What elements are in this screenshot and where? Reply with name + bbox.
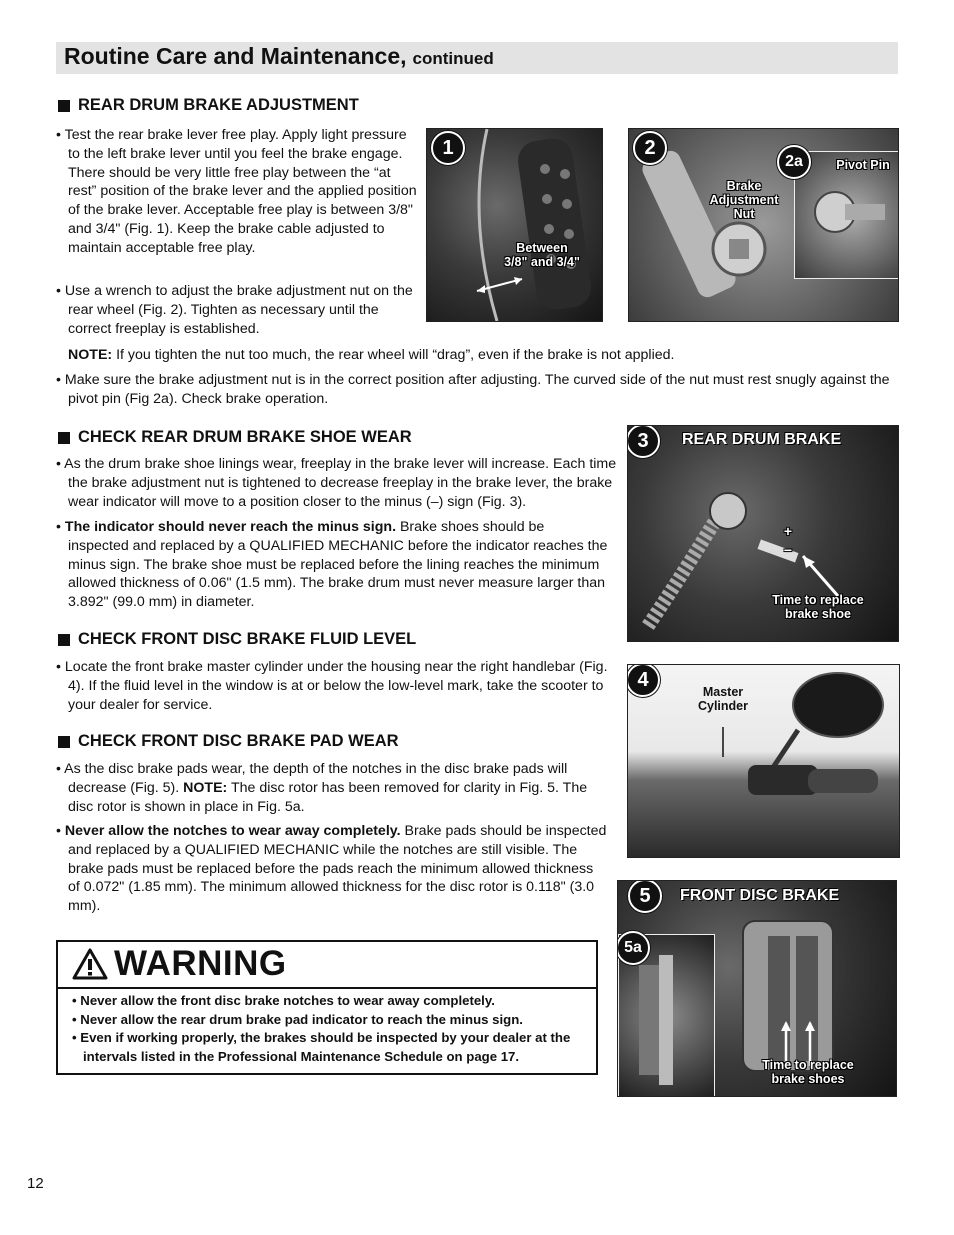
page-number: 12: [27, 1175, 44, 1192]
page-subtitle: continued: [412, 49, 494, 68]
square-bullet-icon: [58, 634, 70, 646]
bullet-nut-position: • Make sure the brake adjustment nut is in the correct position after adjusting. The curved side of the nut must rest snugly against the pivot pin (Fig 2a). Check brake operation.: [56, 372, 890, 407]
figure-4-master-cylinder: [627, 664, 900, 858]
figure-label-free-play: Between 3/8" and 3/4": [504, 241, 580, 269]
figure-caption-rear-drum: REAR DRUM BRAKE: [682, 431, 842, 448]
bullet-adjust-nut: • Use a wrench to adjust the brake adjustment nut on the rear wheel (Fig. 2). Tighten as necessary until the correct freeplay is established.: [56, 283, 413, 337]
figure-label-adjust-nut: Brake Adjustment Nut: [709, 179, 779, 221]
figure-2a-inset: [794, 151, 899, 279]
section-heading-shoe-wear: CHECK REAR DRUM BRAKE SHOE WEAR: [58, 428, 412, 447]
figure-1-brake-lever: [426, 128, 603, 322]
figure-3-rear-drum-brake: [627, 425, 899, 642]
warning-list: [72, 992, 587, 1066]
square-bullet-icon: [58, 100, 70, 112]
note-drag: NOTE: If you tighten the nut too much, the rear wheel will “drag”, even if the brake is not applied.: [68, 347, 675, 363]
figure-number-badge: 1: [431, 131, 465, 165]
warning-header: [58, 942, 596, 989]
figure-number-badge: 3: [627, 425, 660, 458]
bullet-notches-wear: • Never allow the notches to wear away completely. Brake pads should be inspected and replaced by a QUALIFIED MECHANIC while the notches are still visible. The brake pads must be replaced before the pads reach the minimum allowed thickness of 0.072" (1.85 mm). The minimum allowed thickness for the disc rotor is 0.118" (3.0 mm).: [56, 823, 607, 915]
figure-number-badge: 4: [627, 664, 660, 697]
bullet-master-cylinder: • Locate the front brake master cylinder under the housing near the right handlebar (Fig. 4). If the fluid level in the window is at or below the low-level mark, take the scooter to your dealer for service.: [56, 659, 608, 713]
figure-label-plus-sign: +: [783, 523, 793, 539]
bullet-indicator-minus: • The indicator should never reach the minus sign. Brake shoes should be inspected and replaced by a QUALIFIED MECHANIC before the indicator reaches the minus sign. The brake shoe must be replaced before the lining reaches the minimum allowed thickness of 0.06" (1.5 mm). The brake drum must never measure larger than 3.892" (99.0 mm) in diameter.: [56, 519, 608, 611]
section-heading-rear-adjust: REAR DRUM BRAKE ADJUSTMENT: [58, 96, 359, 115]
bullet-pad-notches: • As the disc brake pads wear, the depth of the notches in the disc brake pads will decrease (Fig. 5). NOTE: The disc rotor has been removed for clarity in Fig. 5. The disc rotor is shown in place in Fig. 5a.: [56, 761, 588, 815]
figure-number-badge-5a: 5a: [617, 931, 650, 965]
section-heading-fluid-level: CHECK FRONT DISC BRAKE FLUID LEVEL: [58, 630, 416, 649]
figure-5-front-disc-brake: [617, 880, 897, 1097]
warning-box: [56, 940, 598, 1075]
warning-triangle-icon: [72, 948, 108, 980]
figure-label-replace-shoes: Time to replace brake shoes: [762, 1058, 854, 1086]
warning-item: • Even if working properly, the brakes should be inspected by your dealer at the intervals listed in the Professional Maintenance Schedule on page 17.: [72, 1030, 571, 1064]
figure-label-master-cylinder: Master Cylinder: [697, 685, 748, 713]
page-title: Routine Care and Maintenance, continued: [64, 43, 494, 69]
figure-2-adjustment-nut: [628, 128, 899, 322]
square-bullet-icon: [58, 432, 70, 444]
figure-caption-front-disc: FRONT DISC BRAKE: [680, 887, 840, 904]
figure-label-minus-sign: −: [783, 542, 793, 558]
header-bar: [56, 42, 898, 74]
figure-number-badge: 5: [628, 880, 662, 913]
figure-number-badge: 2: [633, 131, 667, 165]
figure-label-replace-shoe: Time to replace brake shoe: [772, 593, 864, 621]
bullet-shoe-linings: • As the drum brake shoe linings wear, freeplay in the brake lever will increase. Each time the brake adjustment nut is tightened to decrease freeplay in the brake lever, the brake wear indicator will move to a position closer to the minus (–) sign (Fig. 3).: [56, 456, 617, 510]
figure-number-badge-2a: 2a: [777, 145, 811, 179]
section-heading-pad-wear: CHECK FRONT DISC BRAKE PAD WEAR: [58, 732, 399, 751]
handlebar-illustration: [628, 665, 899, 857]
figure-label-pivot-pin: Pivot Pin: [836, 158, 890, 172]
bullet-free-play: • Test the rear brake lever free play. Apply light pressure to the left brake lever until you feel the brake engage. There should be very little free play between the “at rest” position of the brake lever and the applied position of the brake lever. Acceptable free play is between 3/8" and 3/4" (Fig. 1). Keep the brake cable adjusted to maintain acceptable free play.: [56, 127, 417, 256]
square-bullet-icon: [58, 736, 70, 748]
warning-item: • Never allow the front disc brake notches to wear away completely.: [72, 993, 495, 1008]
warning-item: • Never allow the rear drum brake pad indicator to reach the minus sign.: [72, 1011, 523, 1027]
warning-title: WARNING: [114, 944, 287, 983]
